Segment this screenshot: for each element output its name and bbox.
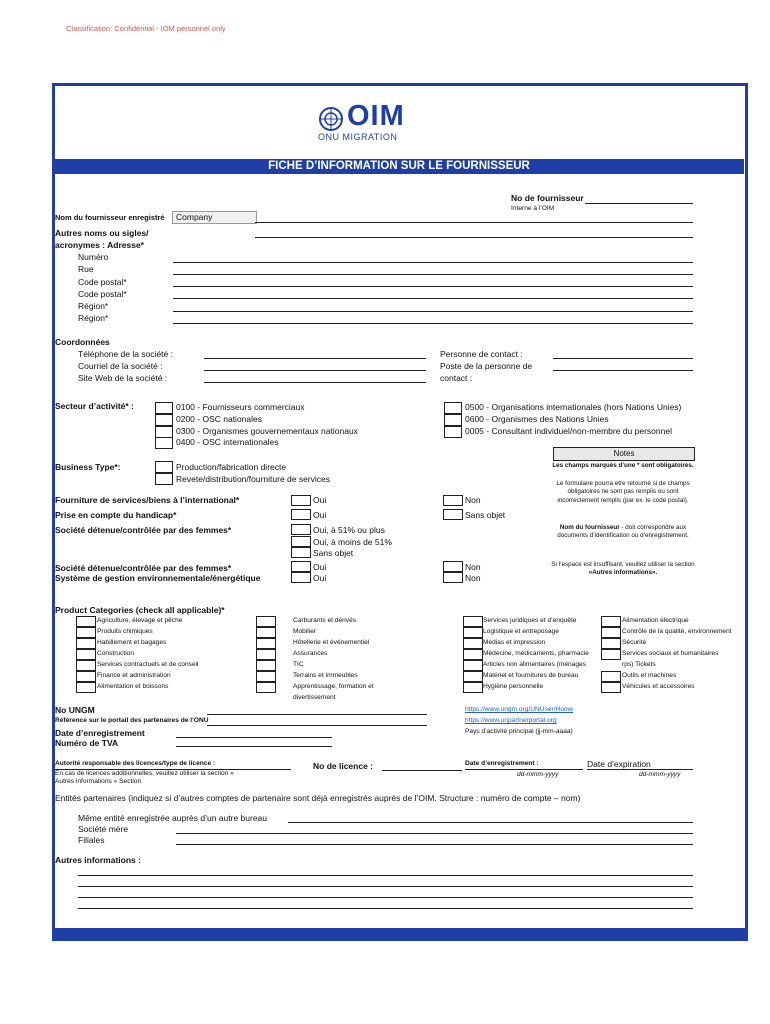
handicap-yes-checkbox[interactable]: [291, 509, 311, 520]
cat-furniture-checkbox[interactable]: [256, 627, 276, 638]
cat-ict-label: TIC: [293, 661, 304, 668]
date-registration-field[interactable]: [176, 737, 332, 738]
address-postal2-label: Code postal*: [78, 289, 127, 299]
phone-field[interactable]: [204, 358, 426, 359]
other-info-label: Autres informations :: [55, 855, 141, 865]
partner-subsidiaries-label: Filiales: [78, 835, 105, 845]
cat-insurance-label: Assurances: [293, 650, 328, 657]
licence-date-exp-format: dd-mmm-yyyy: [639, 771, 681, 778]
intl-no-checkbox[interactable]: [443, 495, 463, 506]
website-label: Site Web de la société :: [78, 373, 168, 383]
women-51-plus-checkbox[interactable]: [291, 524, 311, 535]
partner-parent-field[interactable]: [176, 833, 693, 834]
address-postal-label: Code postal*: [78, 277, 127, 287]
women-under-51-checkbox[interactable]: [291, 536, 311, 547]
business-distribution-checkbox[interactable]: [155, 473, 173, 485]
women2-yes-label: Oui: [313, 562, 327, 572]
handicap-na-checkbox[interactable]: [443, 509, 463, 520]
classification-label: Classification: Confidential - IOM personnel only: [66, 24, 226, 33]
sector-0400-checkbox[interactable]: [155, 437, 173, 449]
cat-furniture-label: Mobilier: [293, 628, 317, 635]
business-distribution-label: Revete/distribution/fourniture de services: [176, 474, 331, 484]
cat-fuel-label: Carburants et dérivés: [293, 617, 357, 624]
env-label: Système de gestion environnementale/énergétique: [55, 573, 261, 583]
licence-no-label: No de licence :: [313, 761, 373, 771]
coords-heading: Coordonnées: [55, 337, 110, 347]
sector-0100-checkbox[interactable]: [155, 402, 173, 414]
contact-label: Personne de contact :: [440, 349, 523, 359]
cat-chemicals-label: Produits chimiques: [97, 628, 153, 635]
cat-tools-checkbox[interactable]: [601, 671, 621, 682]
women-51-plus-label: Oui, à 51% ou plus: [313, 525, 385, 535]
licence-date-exp-label: Date d’expiration: [587, 759, 651, 769]
cat-nonfood-label: Articles non alimentaires (ménages: [483, 661, 586, 668]
cat-media-checkbox[interactable]: [463, 638, 483, 649]
cat-tickets-label: rps) Tickets: [622, 661, 656, 668]
cat-insurance-checkbox[interactable]: [256, 649, 276, 660]
logo-text: OIM: [347, 100, 405, 132]
women-under-51-label: Oui, à moins de 51%: [313, 537, 392, 547]
cat-food-label: Alimentation et boissons: [97, 683, 169, 690]
ungm-label: No UNGM: [55, 705, 95, 715]
supplier-no-sub: Interne à l’OIM: [511, 205, 555, 212]
partner-same-entity-label: Même entité enregistrée auprès d’un autre bureau: [78, 813, 268, 823]
other-info-line-3[interactable]: [78, 897, 693, 898]
intl-no-label: Non: [465, 495, 481, 505]
partner-portal-link[interactable]: https://www.unpartnerportal.org: [465, 717, 557, 724]
env-yes-label: Oui: [313, 573, 327, 583]
sector-0200-label: 0200 - OSC nationales: [176, 414, 262, 424]
form-title: FICHE D’INFORMATION SUR LE FOURNISSEUR: [54, 159, 744, 174]
cat-fuel-checkbox[interactable]: [256, 616, 276, 627]
sector-0005-label: 0005 - Consultant individuel/non-membre du personnel: [465, 426, 672, 436]
email-label: Courriel de la société :: [78, 361, 163, 371]
supplier-name-line: [255, 222, 693, 223]
notes-heading: Notes: [553, 447, 695, 461]
intl-label: Fourniture de services/biens à l’international*: [55, 495, 240, 505]
partners-label: Entités partenaires (indiquez si d’autres comptes de partenaire sont déjà enregistrés auprès de l’OIM. Structure : numéro de compte – nom): [55, 793, 581, 803]
licence-authority-label: Autorité responsable des licences/type de licence :: [55, 760, 216, 767]
notes-space-bold: «Autres informations».: [588, 569, 658, 577]
licence-extra-note-2: Autres informations » Section: [55, 778, 142, 785]
portal-ref-label: Référence sur le portail des partenaires de l’ONU: [55, 717, 209, 724]
other-info-line-4[interactable]: [78, 908, 693, 909]
sector-0600-label: 0600 - Organismes des Nations Unies: [465, 414, 609, 424]
cat-power-label: Alimentation électrique: [622, 617, 689, 624]
address-postal-field[interactable]: [173, 286, 693, 287]
partner-parent-label: Société mère: [78, 824, 129, 834]
sector-0100-label: 0100 - Fournisseurs commerciaux: [176, 402, 305, 412]
portal-ref-field[interactable]: [207, 725, 427, 726]
handicap-label: Prise en compte du handicap*: [55, 510, 177, 520]
cat-logistics-checkbox[interactable]: [463, 627, 483, 638]
cat-agriculture-checkbox[interactable]: [76, 616, 96, 627]
sector-0500-label: 0500 - Organisations internationales (hors Nations Unies): [465, 402, 682, 412]
notes-required: Les champs marqués d’une * sont obligatoires.: [552, 462, 694, 469]
cat-consulting-checkbox[interactable]: [76, 660, 96, 671]
ungm-field[interactable]: [207, 714, 427, 715]
cat-medicine-label: Médecine, médicaments, pharmacie: [483, 650, 589, 657]
cat-logistics-label: Logistique et entreposage: [483, 628, 559, 635]
cat-office-label: Matériel et fournitures de bureau: [483, 672, 579, 679]
cat-legal-checkbox[interactable]: [463, 616, 483, 627]
date-registration-label: Date d’enregistrement: [55, 728, 145, 738]
licence-date-reg-format: dd-mmm-yyyy: [517, 771, 559, 778]
cat-tools-label: Outils et machines: [622, 672, 677, 679]
supplier-no-label: No de fournisseur: [511, 193, 584, 203]
email-field[interactable]: [204, 370, 426, 371]
notes-space: [550, 561, 696, 578]
cat-training-label: Apprentissage, formation et: [293, 683, 374, 690]
cat-hygiene-checkbox[interactable]: [463, 682, 483, 693]
women2-yes-checkbox[interactable]: [291, 561, 311, 572]
address-street-field[interactable]: [173, 274, 693, 275]
other-names-label: Autres noms ou sigles/: [55, 228, 149, 238]
address-region-label: Région*: [78, 301, 109, 311]
supplier-name-label: Nom du fournisseur enregistré: [55, 213, 165, 222]
vat-field[interactable]: [176, 746, 332, 747]
address-region2-field[interactable]: [173, 323, 693, 324]
women2-no-label: Non: [465, 562, 481, 572]
licence-date-reg-field[interactable]: [465, 769, 583, 770]
women-na-label: Sans objet: [313, 548, 354, 558]
cat-land-label: Terrains et immeubles: [293, 672, 358, 679]
address-region-field[interactable]: [173, 311, 693, 312]
contact-role-field[interactable]: [553, 370, 693, 371]
cat-land-checkbox[interactable]: [256, 671, 276, 682]
supplier-no-field[interactable]: [585, 203, 693, 204]
women-owned-label-2: Société détenue/contrôlée par des femmes*: [55, 563, 232, 573]
cat-hospitality-label: Hôtellerie et événementiel: [293, 639, 370, 646]
cat-social-checkbox[interactable]: [601, 649, 621, 660]
cat-hospitality-checkbox[interactable]: [256, 638, 276, 649]
notes-supplier-name-text: - doit correspondre aux documents d’identification ou d’enregistrement.: [557, 524, 689, 540]
cat-training-checkbox[interactable]: [256, 682, 276, 693]
env-yes-checkbox[interactable]: [291, 572, 311, 583]
cat-finance-label: Finance et administration: [97, 672, 171, 679]
cat-medicine-checkbox[interactable]: [463, 649, 483, 660]
cat-vehicles-checkbox[interactable]: [601, 682, 621, 693]
notes-space-text: Si l’espace est insuffisant, veuillez utiliser la section: [551, 561, 695, 568]
cat-quality-label: Contrôle de la qualité, environnement: [622, 628, 732, 635]
cat-ict-checkbox[interactable]: [256, 660, 276, 671]
contact-role-label: Poste de la personne de: [440, 361, 533, 371]
cat-consulting-label: Services contractuels et de conseil: [97, 661, 199, 668]
sector-0200-checkbox[interactable]: [155, 414, 173, 426]
sector-0400-label: 0400 - OSC internationales: [176, 437, 279, 447]
vat-label: Numéro de TVA: [55, 738, 119, 748]
env-no-checkbox[interactable]: [443, 572, 463, 583]
cat-food-checkbox[interactable]: [76, 682, 96, 693]
cat-finance-checkbox[interactable]: [76, 671, 96, 682]
cat-legal-label: Services juridiques et d’enquête: [483, 617, 577, 624]
other-names-field[interactable]: [255, 237, 693, 238]
cat-construction-label: Construction: [97, 650, 135, 657]
business-production-checkbox[interactable]: [155, 461, 173, 473]
contact-field[interactable]: [553, 358, 693, 359]
cat-office-checkbox[interactable]: [463, 671, 483, 682]
cat-security-label: Sécurité: [622, 639, 647, 646]
notes-return: Le formulaire pourra etre retourné si de champs obligatoires ne sont pas remplis ou sont incorrectement remplis (par ex. le code postal).: [556, 480, 690, 504]
handicap-na-label: Sans objet: [465, 510, 506, 520]
phone-label: Téléphone de la société :: [78, 349, 173, 359]
un-emblem-icon: [316, 104, 346, 134]
women-owned-label: Société détenue/contrôlée par des femmes*: [55, 525, 232, 535]
cat-nonfood-checkbox[interactable]: [463, 660, 483, 671]
licence-no-field[interactable]: [382, 770, 462, 771]
partner-subsidiaries-field[interactable]: [176, 844, 693, 845]
women-na-checkbox[interactable]: [291, 547, 311, 558]
notes-supplier-name-bold: Nom du fournisseur: [559, 524, 620, 531]
address-number-field[interactable]: [173, 262, 693, 263]
notes-supplier-name: [550, 524, 696, 541]
cat-power-checkbox[interactable]: [601, 616, 621, 627]
cat-quality-checkbox[interactable]: [601, 627, 621, 638]
other-info-line-1[interactable]: [78, 875, 693, 876]
cat-hygiene-label: Hygiène personnelle: [483, 683, 544, 690]
other-info-line-2[interactable]: [78, 886, 693, 887]
partner-same-entity-field[interactable]: [288, 822, 693, 823]
cat-construction-checkbox[interactable]: [76, 649, 96, 660]
address-street-label: Rue: [78, 264, 94, 274]
categories-label: Product Categories (check all applicable)*: [55, 605, 225, 615]
cat-chemicals-checkbox[interactable]: [76, 627, 96, 638]
ungm-link[interactable]: https://www.ungm.org/UNUser/Home: [465, 706, 574, 713]
handicap-yes-label: Oui: [313, 510, 327, 520]
business-type-label: Business Type*:: [55, 462, 121, 472]
logo-subtext: ONU MIGRATION: [318, 132, 398, 142]
address-number-label: Numéro: [78, 252, 109, 262]
cat-social-label: Services sociaux et humanitaires: [622, 650, 719, 657]
intl-yes-label: Oui: [313, 495, 327, 505]
sector-0500-checkbox[interactable]: [444, 402, 462, 414]
sector-0005-checkbox[interactable]: [444, 426, 462, 438]
address-label: acronymes : Adresse*: [55, 240, 144, 250]
sector-0600-checkbox[interactable]: [444, 414, 462, 426]
women2-no-checkbox[interactable]: [443, 561, 463, 572]
cat-training-label-2: divertissement: [293, 694, 336, 701]
cat-vehicles-label: Véhicules et accessoires: [622, 683, 695, 690]
licence-date-exp-field[interactable]: [587, 769, 693, 770]
footer-bar: [52, 928, 748, 940]
cat-clothing-checkbox[interactable]: [76, 638, 96, 649]
sector-label: Secteur d’activité* :: [55, 401, 134, 411]
main-country-label: Pays d’activité principal (jj-mm-aaaa): [465, 728, 573, 735]
licence-date-reg-label: Date d’enregistrement :: [465, 760, 539, 767]
cat-security-checkbox[interactable]: [601, 638, 621, 649]
licence-extra-note: En cas de licences additionnelles, veuillez utiliser la section «: [55, 770, 234, 777]
cat-clothing-label: Habillement et bagages: [97, 639, 167, 646]
business-production-label: Production/fabrication directe: [176, 462, 287, 472]
intl-yes-checkbox[interactable]: [291, 495, 311, 506]
sector-0300-label: 0300 - Organismes gouvernementaux nationaux: [176, 426, 358, 436]
address-postal2-field[interactable]: [173, 298, 693, 299]
website-field[interactable]: [204, 382, 426, 383]
cat-agriculture-label: Agriculture, élevage et pêche: [97, 617, 183, 624]
env-no-label: Non: [465, 573, 481, 583]
contact-role-label-2: contact :: [440, 373, 473, 383]
address-region2-label: Région*: [78, 313, 109, 323]
supplier-name-input[interactable]: Company: [172, 211, 257, 224]
cat-media-label: Médias et impression: [483, 639, 546, 646]
